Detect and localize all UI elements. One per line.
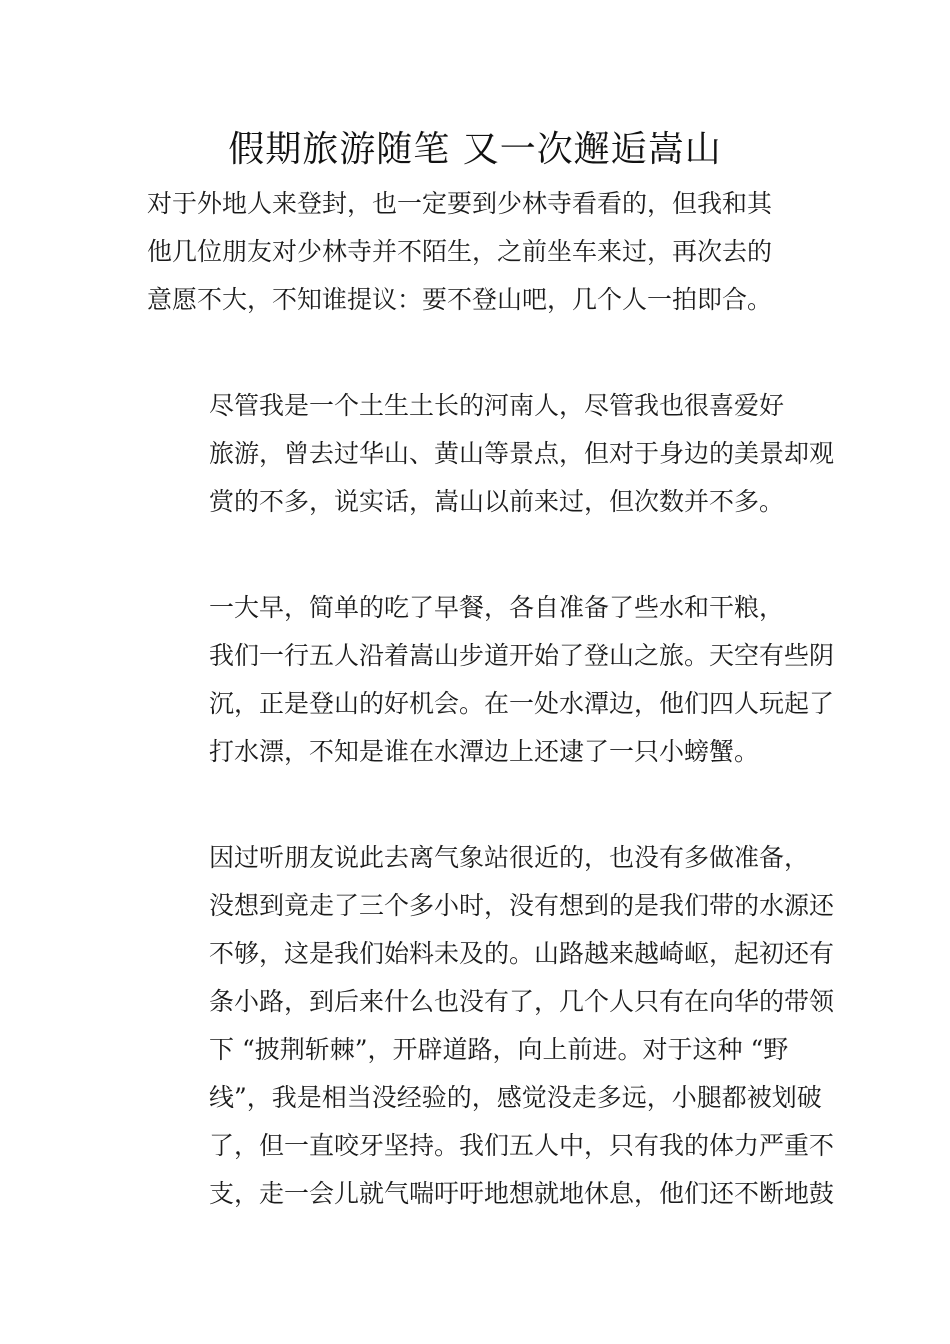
text-line: 他几位朋友对少林寺并不陌生，之前坐车来过，再次去的 (147, 237, 773, 266)
text-line: 不够，这是我们始料未及的。山路越来越崎岖，起初还有 (209, 939, 835, 968)
text-line: 尽管我是一个土生土长的河南人，尽管我也很喜爱好 (209, 391, 785, 420)
paragraph-2 (147, 382, 835, 526)
text-line: 了，但一直咬牙坚持。我们五人中，只有我的体力严重不 (209, 1131, 835, 1160)
document-title: 假期旅游随笔 又一次邂逅嵩山 (228, 129, 722, 170)
text-line: 线”，我是相当没经验的，感觉没走多远，小腿都被划破 (209, 1083, 822, 1112)
paragraph-3 (147, 584, 835, 776)
paragraph-4 (147, 834, 835, 1218)
document-body (147, 180, 835, 1276)
text-line: 因过听朋友说此去离气象站很近的，也没有多做准备， (209, 843, 810, 872)
text-line: 条小路，到后来什么也没有了，几个人只有在向华的带领 (209, 987, 835, 1016)
text-line: 赏的不多，说实话，嵩山以前来过，但次数并不多。 (209, 487, 785, 516)
text-line: 意愿不大，不知谁提议：要不登山吧，几个人一拍即合。 (147, 285, 773, 314)
paragraph-1 (147, 180, 817, 324)
text-line: 支，走一会儿就气喘吁吁地想就地休息，他们还不断地鼓 (209, 1179, 835, 1208)
text-line: 我们一行五人沿着嵩山步道开始了登山之旅。天空有些阴 (209, 641, 835, 670)
text-line: 沉，正是登山的好机会。在一处水潭边，他们四人玩起了 (209, 689, 835, 718)
text-line: 对于外地人来登封，也一定要到少林寺看看的，但我和其 (147, 189, 773, 218)
text-line: 下 “披荆斩棘”，开辟道路，向上前进。对于这种 “野 (209, 1035, 789, 1064)
text-line: 一大早，简单的吃了早餐，各自准备了些水和干粮， (209, 593, 785, 622)
text-line: 没想到竟走了三个多小时，没有想到的是我们带的水源还 (209, 891, 835, 920)
text-line: 旅游，曾去过华山、黄山等景点，但对于身边的美景却观 (209, 439, 835, 468)
text-line: 打水漂，不知是谁在水潭边上还逮了一只小螃蟹。 (209, 737, 760, 766)
